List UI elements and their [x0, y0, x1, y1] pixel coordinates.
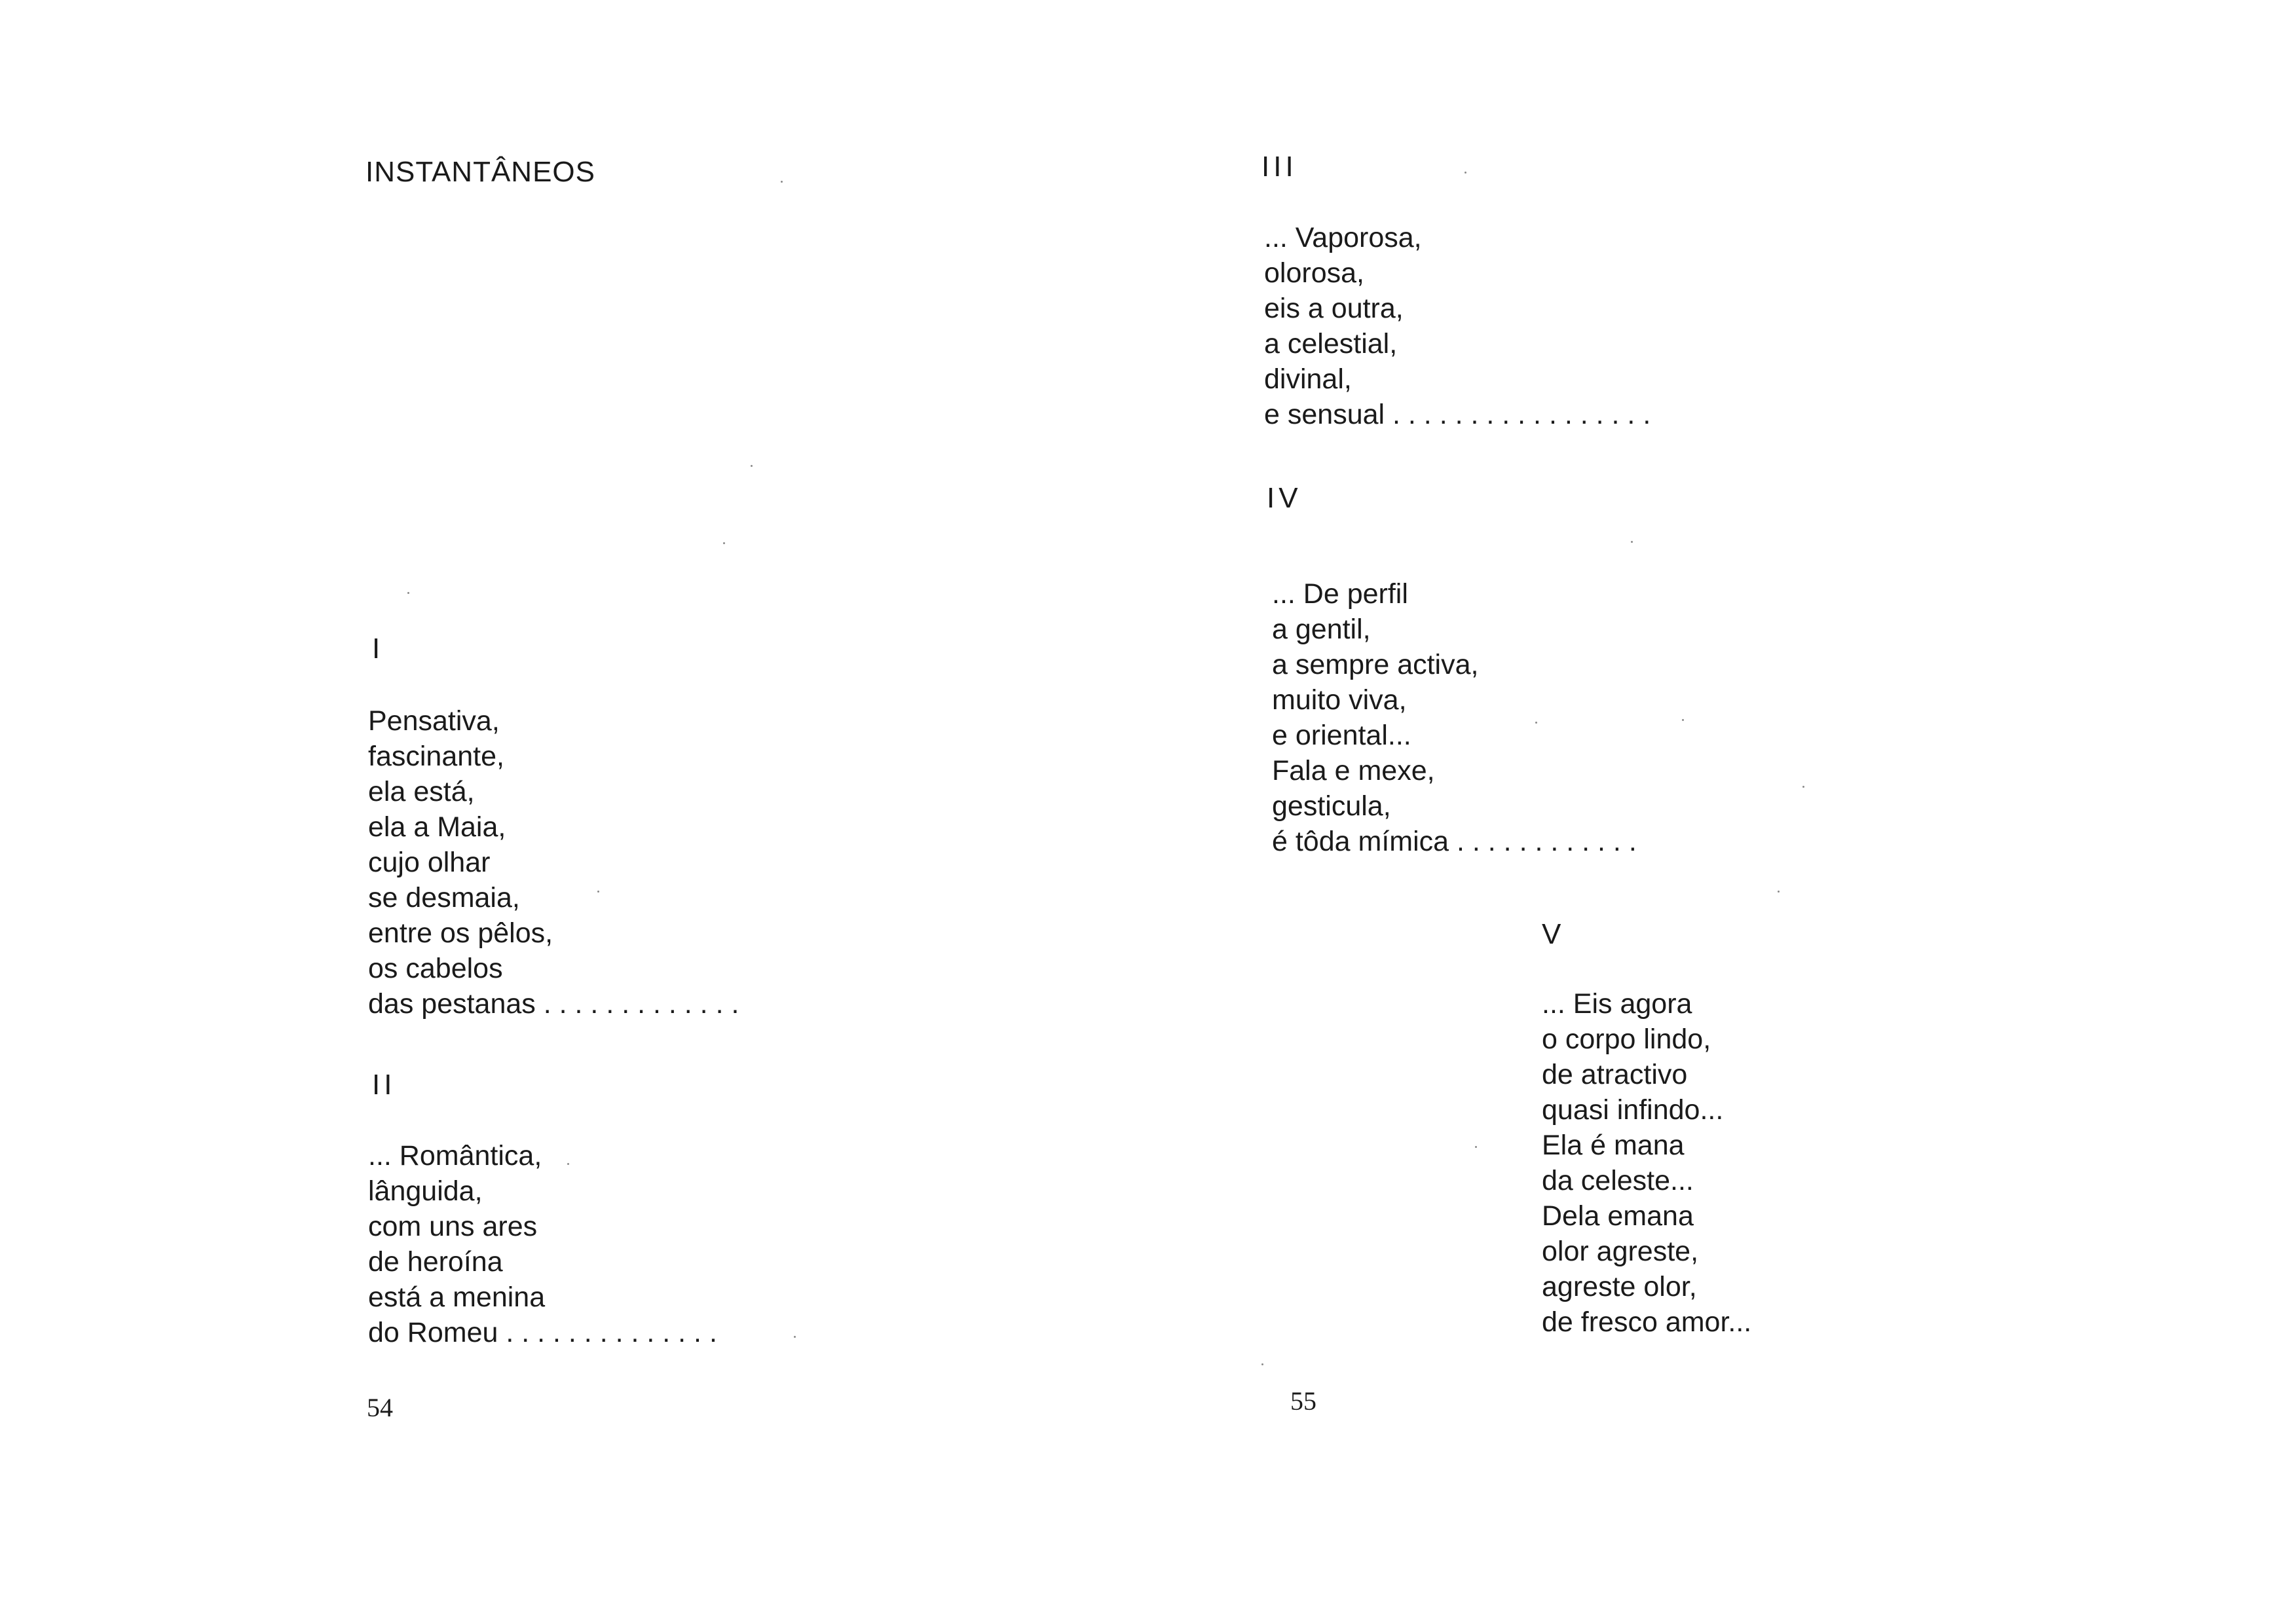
verse-line: os cabelos — [368, 953, 503, 984]
scan-speck — [1802, 786, 1804, 788]
page-number: 55 — [1290, 1386, 1316, 1416]
section-numeral-iv: IV — [1267, 482, 1302, 514]
scan-speck — [1631, 541, 1633, 543]
scan-speck — [723, 542, 725, 544]
verse-line: está a menina — [368, 1282, 546, 1313]
stanza-v — [1542, 986, 1751, 1340]
verse-line: ela está, — [368, 776, 475, 807]
right-page — [1148, 0, 2295, 1624]
verse-line: quasi infindo... — [1542, 1094, 1724, 1126]
section-numeral-v: V — [1542, 918, 1565, 950]
section-numeral-i: I — [372, 633, 384, 665]
scan-speck — [794, 1336, 796, 1338]
scan-speck — [597, 891, 599, 893]
verse-line: Dela emana — [1542, 1200, 1694, 1232]
verse-line: ... Vaporosa, — [1264, 222, 1422, 253]
verse-line: e oriental... — [1272, 720, 1411, 751]
verse-line: de atractivo — [1542, 1059, 1688, 1090]
verse-line: a sempre activa, — [1272, 649, 1479, 680]
scan-speck — [1261, 1363, 1263, 1365]
verse-line: Pensativa, — [368, 705, 500, 737]
stanza-iii — [1264, 220, 1651, 432]
verse-line: a gentil, — [1272, 614, 1371, 645]
verse-line: da celeste... — [1542, 1165, 1694, 1196]
verse-line: com uns ares — [368, 1211, 538, 1242]
verse-line: das pestanas . . . . . . . . . . . . . — [368, 988, 739, 1020]
scan-speck — [1682, 719, 1684, 721]
scan-speck — [1778, 891, 1780, 893]
verse-line: agreste olor, — [1542, 1271, 1697, 1302]
stanza-iv — [1272, 576, 1637, 859]
verse-line: ... De perfil — [1272, 578, 1408, 610]
verse-line: entre os pêlos, — [368, 917, 553, 949]
verse-line: de fresco amor... — [1542, 1306, 1752, 1338]
verse-line: eis a outra, — [1264, 293, 1404, 324]
verse-line: muito viva, — [1272, 684, 1407, 716]
verse-line: ... Eis agora — [1542, 988, 1692, 1020]
scan-speck — [1465, 172, 1466, 174]
scan-speck — [1535, 722, 1537, 724]
verse-line: ... Romântica, — [368, 1140, 542, 1172]
verse-line: lânguida, — [368, 1175, 483, 1207]
verse-line: ela a Maia, — [368, 811, 506, 843]
stanza-ii — [368, 1138, 717, 1350]
verse-line: divinal, — [1264, 363, 1352, 395]
verse-line: de heroína — [368, 1246, 503, 1278]
verse-line: o corpo lindo, — [1542, 1024, 1711, 1055]
scan-speck — [1475, 1146, 1477, 1148]
verse-line: Fala e mexe, — [1272, 755, 1435, 786]
stanza-i — [368, 703, 739, 1022]
verse-line: se desmaia, — [368, 882, 520, 913]
poem-title: INSTANTÂNEOS — [365, 156, 596, 188]
verse-line: cujo olhar — [368, 847, 491, 878]
section-numeral-ii: II — [372, 1069, 396, 1101]
scan-speck — [781, 181, 783, 183]
verse-line: Ela é mana — [1542, 1130, 1685, 1161]
verse-line: gesticula, — [1272, 790, 1391, 822]
verse-line: e sensual . . . . . . . . . . . . . . . . . — [1264, 399, 1651, 430]
verse-line: a celestial, — [1264, 328, 1398, 360]
page-number: 54 — [367, 1393, 393, 1422]
verse-line: fascinante, — [368, 741, 504, 772]
scan-speck — [407, 592, 409, 594]
scan-speck — [751, 465, 753, 467]
verse-line: do Romeu . . . . . . . . . . . . . . — [368, 1317, 717, 1348]
verse-line: olorosa, — [1264, 257, 1364, 289]
section-numeral-iii: III — [1261, 151, 1297, 183]
verse-line: olor agreste, — [1542, 1236, 1699, 1267]
verse-line: é tôda mímica . . . . . . . . . . . . — [1272, 826, 1637, 857]
scan-speck — [567, 1163, 569, 1165]
